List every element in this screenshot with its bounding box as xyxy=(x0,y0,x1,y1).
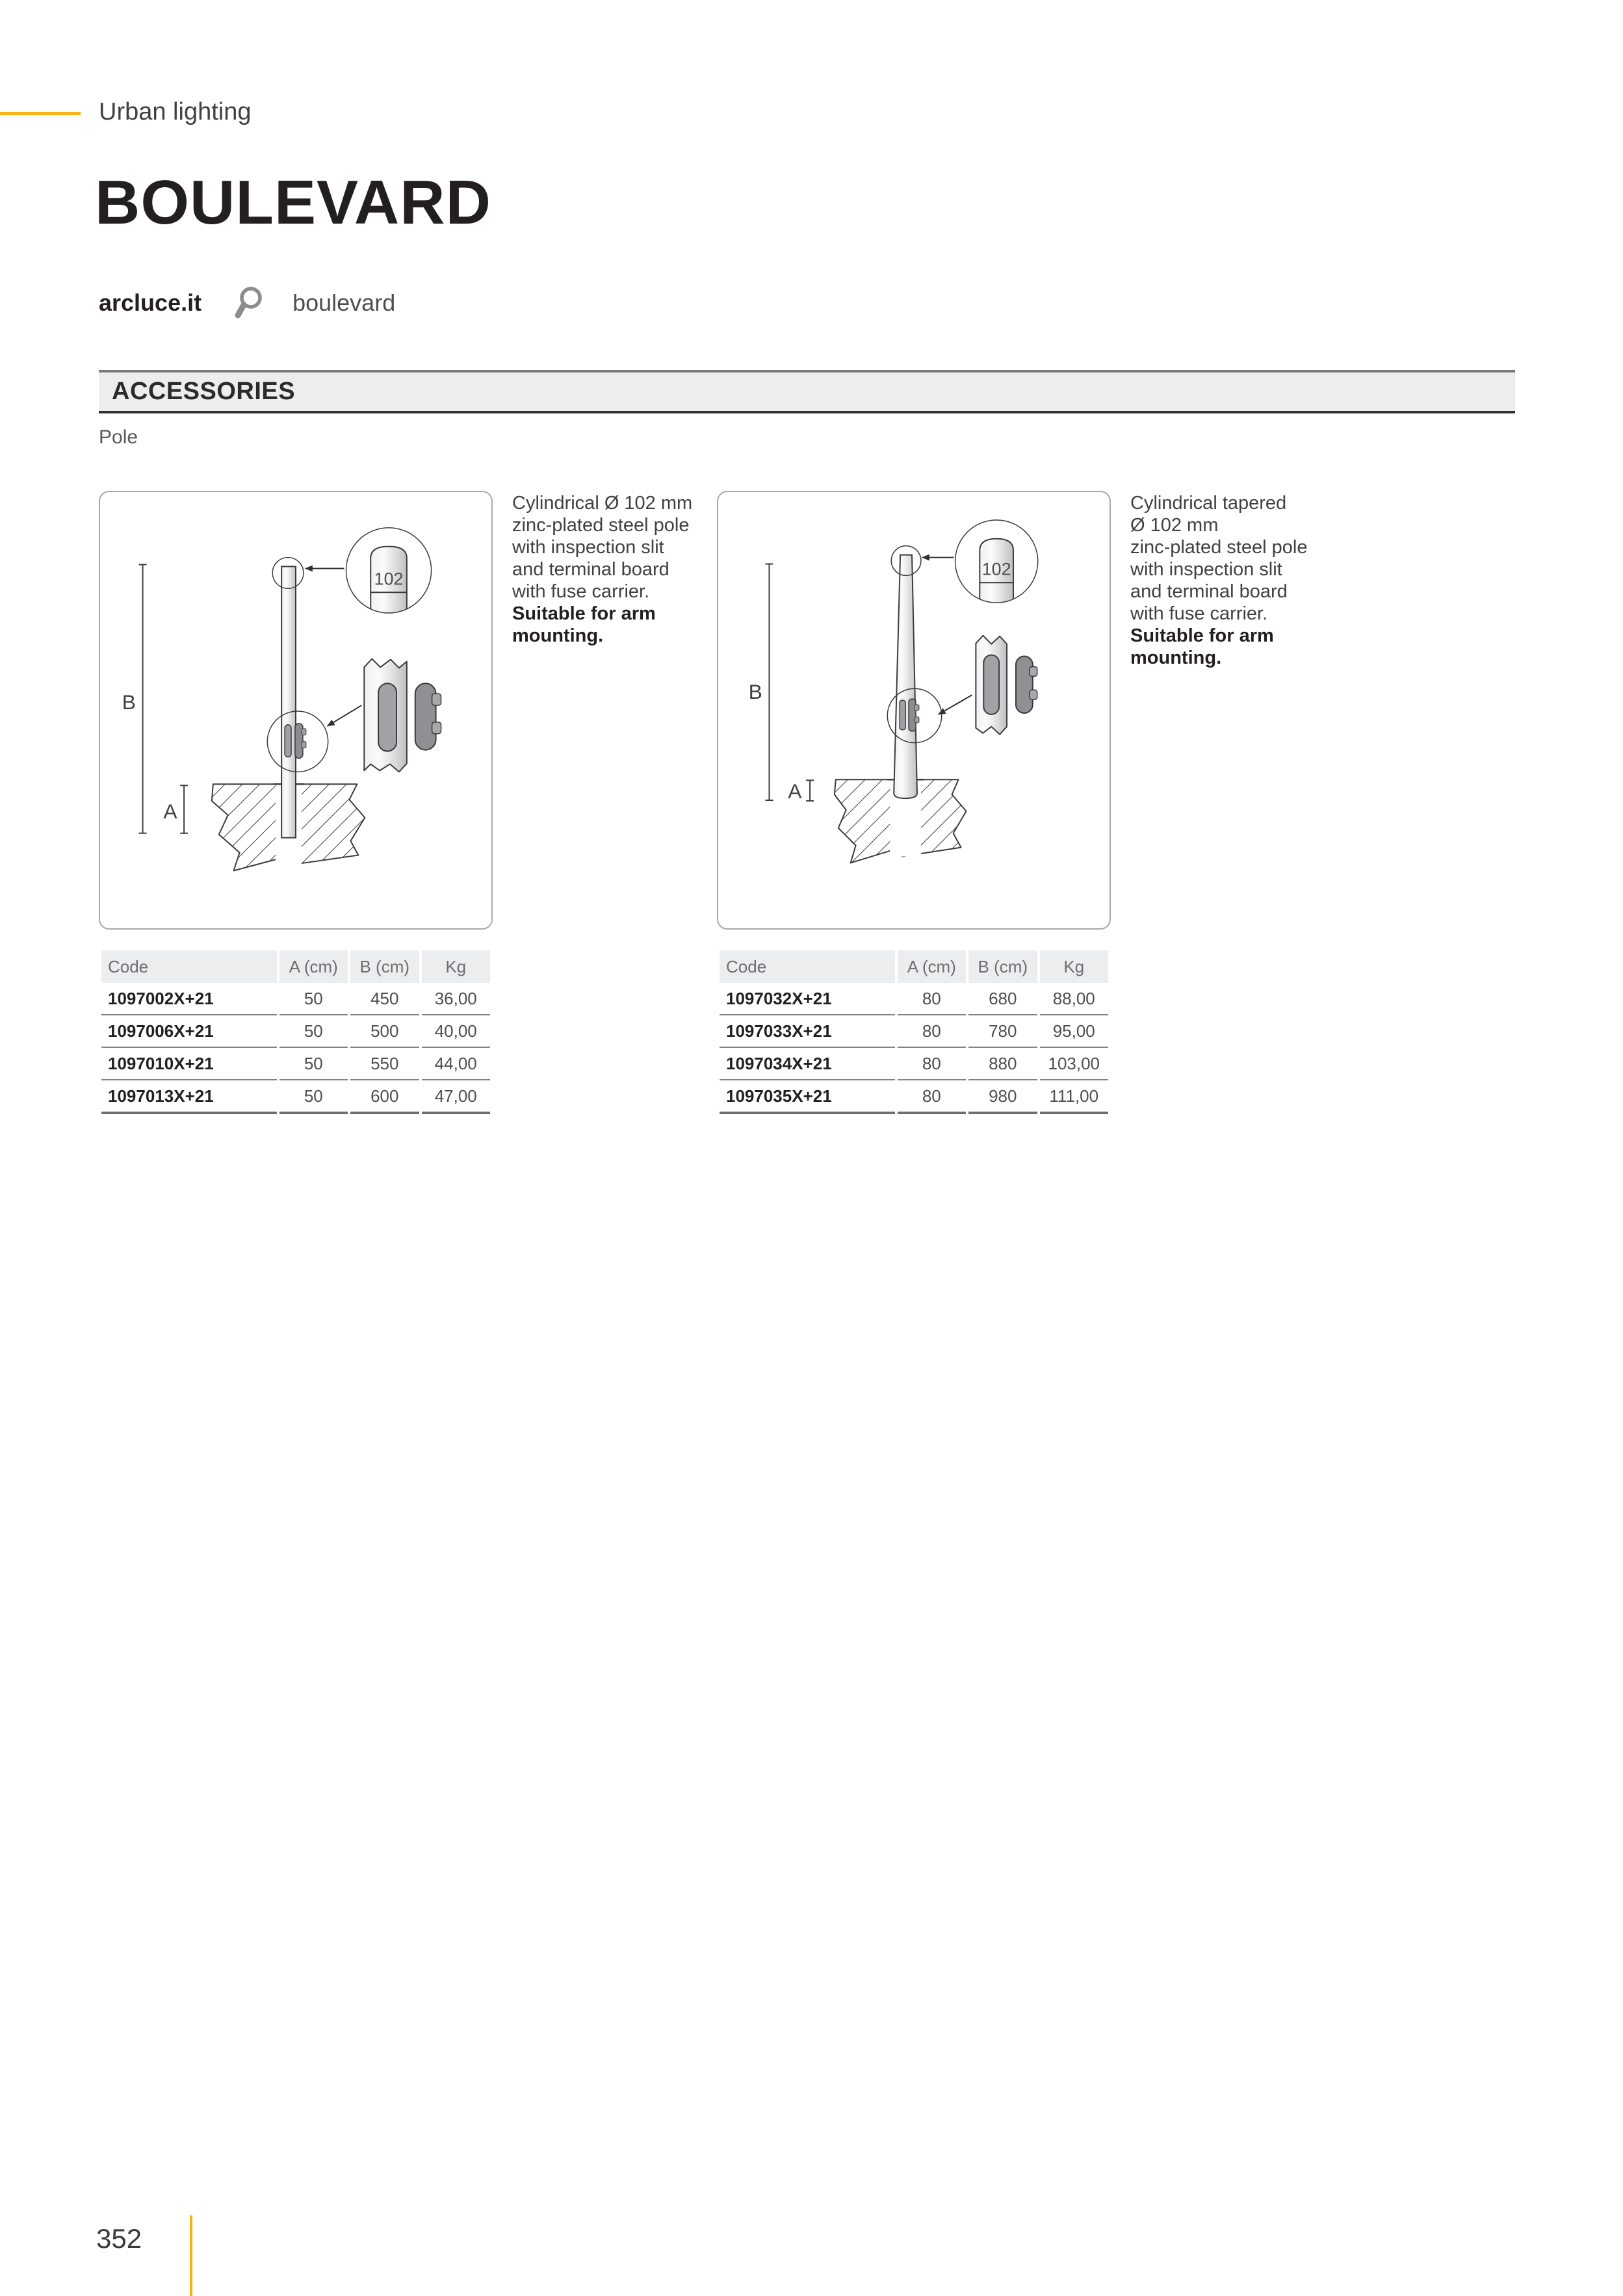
code-cell: 1097032X+21 xyxy=(720,983,895,1015)
table-row xyxy=(101,983,490,1015)
pole-shaft xyxy=(894,555,917,799)
kg-cell: 47,00 xyxy=(422,1080,491,1114)
diagram-box xyxy=(99,491,493,930)
product-description xyxy=(1130,492,1335,669)
section-title: ACCESSORIES xyxy=(112,378,296,405)
slit-callout-arrow xyxy=(328,705,362,726)
slit-on-pole xyxy=(900,699,919,731)
b-cm-cell: 680 xyxy=(968,983,1037,1015)
pole-diagram-cylindrical xyxy=(100,492,491,928)
pole-diagram-tapered xyxy=(718,492,1110,928)
page-number: 352 xyxy=(96,2223,142,2254)
a-cm-cell: 50 xyxy=(279,1048,348,1080)
site-label: arcluce.it xyxy=(99,289,202,316)
section-bar xyxy=(99,370,1515,413)
header-code: Code xyxy=(101,950,277,983)
header-a-cm: A (cm) xyxy=(279,950,348,983)
description-bold-line: Suitable for arm xyxy=(1130,625,1274,646)
a-cm-cell: 80 xyxy=(898,983,966,1015)
table-row xyxy=(720,1080,1108,1114)
code-cell: 1097002X+21 xyxy=(101,983,277,1015)
a-cm-cell: 50 xyxy=(279,1015,348,1048)
description-line: Ø 102 mm xyxy=(1130,515,1219,536)
dimension-a-line xyxy=(180,785,188,833)
b-cm-cell: 500 xyxy=(350,1015,419,1048)
category-label: Urban lighting xyxy=(99,98,252,125)
table-row xyxy=(101,1048,490,1080)
header-a-cm: A (cm) xyxy=(898,950,966,983)
kg-cell: 44,00 xyxy=(422,1048,491,1080)
code-cell: 1097035X+21 xyxy=(720,1080,895,1114)
code-cell: 1097006X+21 xyxy=(101,1015,277,1048)
header-kg: Kg xyxy=(1040,950,1109,983)
table-row xyxy=(720,1015,1108,1048)
b-cm-cell: 880 xyxy=(968,1048,1037,1080)
description-line: with fuse carrier. xyxy=(1130,603,1268,624)
dim-a-label: A xyxy=(788,779,802,803)
a-cm-cell: 80 xyxy=(898,1048,966,1080)
code-cell: 1097013X+21 xyxy=(101,1080,277,1114)
header-kg: Kg xyxy=(422,950,491,983)
spec-table xyxy=(99,950,493,1114)
diameter-label: 102 xyxy=(374,569,404,589)
description-line: Cylindrical Ø 102 mm xyxy=(512,493,693,514)
dim-b-label: B xyxy=(122,690,136,714)
subsection-label: Pole xyxy=(99,426,138,448)
pole-shaft xyxy=(281,566,296,837)
description-line: and terminal board xyxy=(512,559,669,580)
description-line: and terminal board xyxy=(1130,581,1288,602)
brand-row xyxy=(99,284,395,322)
b-cm-cell: 450 xyxy=(350,983,419,1015)
b-cm-cell: 980 xyxy=(968,1080,1037,1114)
a-cm-cell: 50 xyxy=(279,1080,348,1114)
table-row xyxy=(720,1048,1108,1080)
kg-cell: 88,00 xyxy=(1040,983,1109,1015)
description-bold-line: mounting. xyxy=(1130,647,1222,668)
kg-cell: 111,00 xyxy=(1040,1080,1109,1114)
description-bold-line: mounting. xyxy=(512,625,604,646)
header-b-cm: B (cm) xyxy=(968,950,1037,983)
search-icon xyxy=(231,285,265,321)
table-header-row xyxy=(720,950,1108,983)
dim-b-label: B xyxy=(748,680,762,704)
table-row xyxy=(101,1015,490,1048)
dimension-b-line xyxy=(766,564,773,800)
table-row xyxy=(720,983,1108,1015)
kg-cell: 103,00 xyxy=(1040,1048,1109,1080)
dimension-a-line xyxy=(806,780,814,801)
b-cm-cell: 600 xyxy=(350,1080,419,1114)
description-line: with fuse carrier. xyxy=(512,581,650,602)
spec-table xyxy=(717,950,1111,1114)
product-column-cylindrical xyxy=(99,491,693,1115)
description-line: zinc-plated steel pole xyxy=(1130,537,1308,558)
accent-dash xyxy=(0,112,81,115)
description-line: with inspection slit xyxy=(512,537,664,558)
search-term-label: boulevard xyxy=(292,289,396,316)
table-row xyxy=(101,1080,490,1114)
a-cm-cell: 80 xyxy=(898,1015,966,1048)
description-line: with inspection slit xyxy=(1130,559,1282,580)
accent-rule xyxy=(190,2215,192,2296)
a-cm-cell: 50 xyxy=(279,983,348,1015)
description-line: Cylindrical tapered xyxy=(1130,493,1287,514)
a-cm-cell: 80 xyxy=(898,1080,966,1114)
code-cell: 1097010X+21 xyxy=(101,1048,277,1080)
description-bold-line: Suitable for arm xyxy=(512,603,656,624)
b-cm-cell: 780 xyxy=(968,1015,1037,1048)
dim-a-label: A xyxy=(163,799,177,823)
kg-cell: 40,00 xyxy=(422,1015,491,1048)
code-cell: 1097033X+21 xyxy=(720,1015,895,1048)
diameter-callout xyxy=(346,528,431,621)
slit-callout-arrow xyxy=(939,695,972,714)
diameter-label: 102 xyxy=(981,559,1011,579)
table-header-row xyxy=(101,950,490,983)
diameter-callout xyxy=(955,520,1038,612)
slit-on-pole xyxy=(285,724,306,759)
slit-detail-drawing xyxy=(976,636,1037,735)
kg-cell: 36,00 xyxy=(422,983,491,1015)
product-column-tapered xyxy=(717,491,1308,1115)
header-b-cm: B (cm) xyxy=(350,950,419,983)
product-description xyxy=(512,492,717,647)
description-line: zinc-plated steel pole xyxy=(512,515,690,536)
header-code: Code xyxy=(720,950,895,983)
diagram-box xyxy=(717,491,1111,930)
kg-cell: 95,00 xyxy=(1040,1015,1109,1048)
b-cm-cell: 550 xyxy=(350,1048,419,1080)
slit-detail-drawing xyxy=(364,659,441,772)
page-title: BOULEVARD xyxy=(95,168,491,237)
dimension-b-line xyxy=(139,564,147,833)
code-cell: 1097034X+21 xyxy=(720,1048,895,1080)
